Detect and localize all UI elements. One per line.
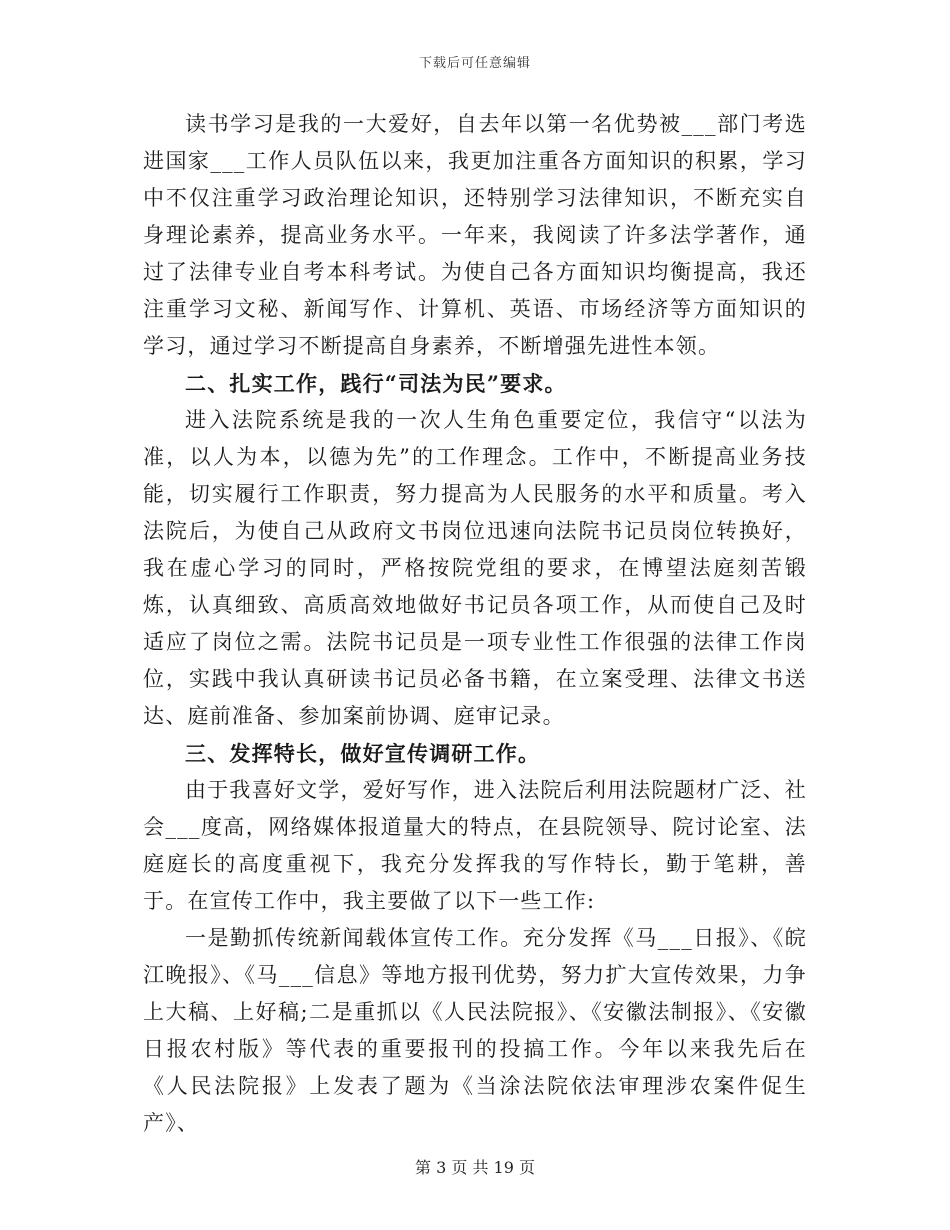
page-header: 下载后可任意编辑 [418,56,531,71]
page-footer: 第 3 页 共 19 页 [415,1158,535,1177]
document-body [143,106,807,1142]
paragraph-publicity: 一是勤抓传统新闻载体宣传工作。充分发挥《马___日报》、《皖江晚报》、《马___信息》等地方报刊优势，努力扩大宣传效果，力争上大稿、上好稿;二是重抓以《人民法院报》、《安徽法制报》、《安徽日报农村版》等代表的重要报刊的投搞工作。今年以来我先后在《人民法院报》上发表了题为《当涂法院依法审理涉农案件促生产》、 [143,926,807,1135]
paragraph-study: 读书学习是我的一大爱好，自去年以第一名优势被___部门考选进国家___工作人员队伍以来，我更加注重各方面知识的积累，学习中不仅注重学习政治理论知识，还特别学习法律知识，不断充实自身理论素养，提高业务水平。一年来，我阅读了许多法学著作，通过了法律专业自考本科考试。为使自己各方面知识均衡提高，我还注重学习文秘、新闻写作、计算机、英语、市场经济等方面知识的学习，通过学习不断提高自身素养，不断增强先进性本领。 [143,112,807,358]
paragraph-work: 进入法院系统是我的一次人生角色重要定位，我信守“以法为准，以人为本，以德为先”的工作理念。工作中，不断提高业务技能，切实履行工作职责，努力提高为人民服务的水平和质量。考入法院后，为使自己从政府文书岗位迅速向法院书记员岗位转换好，我在虚心学习的同时，严格按院党组的要求，在博望法庭刻苦锻炼，认真细致、高质高效地做好书记员各项工作，从而使自己及时适应了岗位之需。法院书记员是一项专业性工作很强的法律工作岗位，实践中我认真研读书记员必备书籍，在立案受理、法律文书送达、庭前准备、参加案前协调、庭审记录。 [143,408,807,728]
section-heading-3: 三、发挥特长，做好宣传调研工作。 [185,741,541,766]
section-heading-2: 二、扎实工作，践行“司法为民”要求。 [185,371,567,396]
paragraph-writing: 由于我喜好文学，爱好写作，进入法院后利用法院题材广泛、社会___度高，网络媒体报道量大的特点，在县院领导、院讨论室、法庭庭长的高度重视下，我充分发挥我的写作特长，勤于笔耕，善于。在宣传工作中，我主要做了以下一些工作: [143,778,807,913]
